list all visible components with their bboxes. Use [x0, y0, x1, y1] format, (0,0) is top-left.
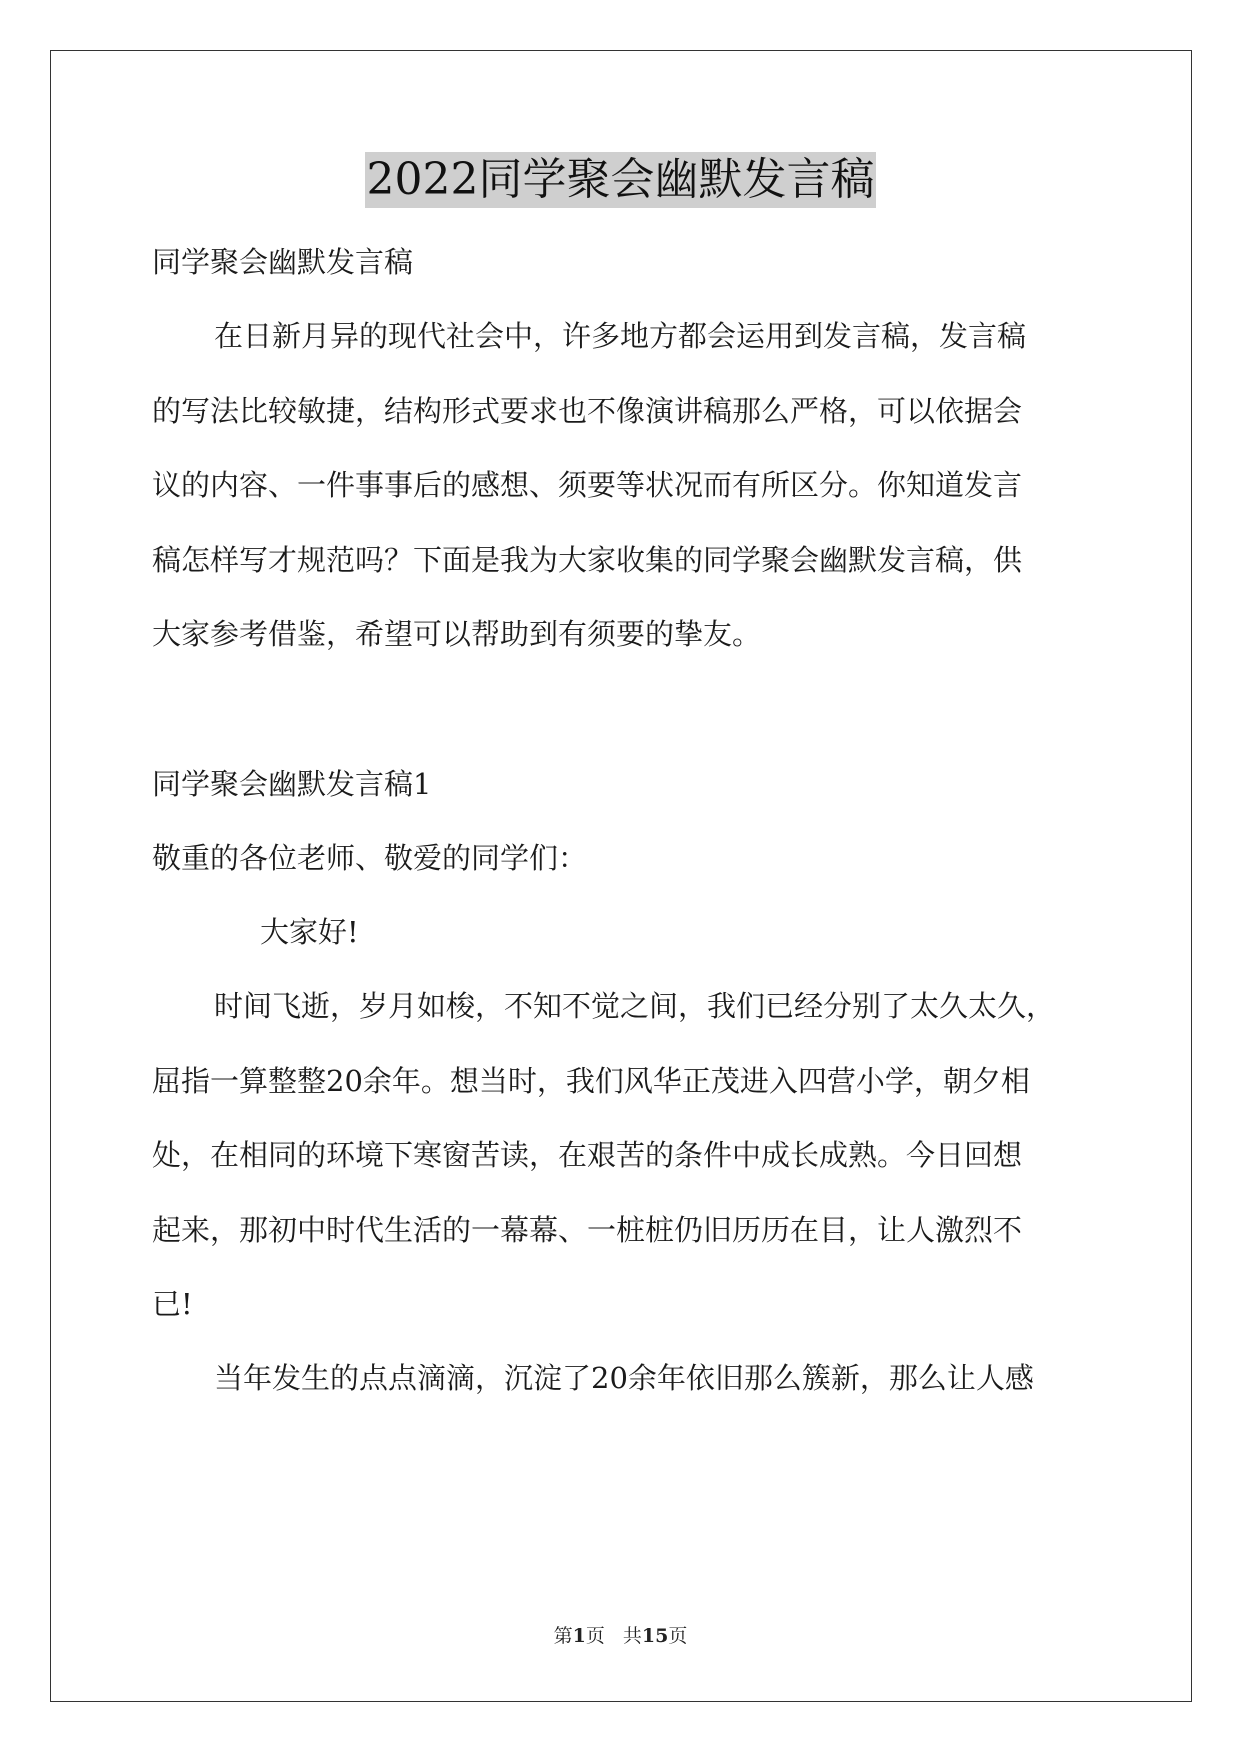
footer-total-prefix: 共: [622, 1625, 642, 1647]
subtitle-line: 同学聚会幽默发言稿: [152, 245, 414, 279]
paragraph-line: 屈指一算整整20余年。想当时，我们风华正茂进入四营小学，朝夕相: [152, 1064, 1030, 1098]
footer-total-suffix: 页: [668, 1625, 688, 1647]
paragraph-line: 的写法比较敏捷，结构形式要求也不像演讲稿那么严格，可以依据会: [152, 394, 1023, 428]
paragraph-line: 已!: [152, 1287, 193, 1321]
page-footer: [0, 1624, 1241, 1648]
paragraph-line: 在日新月异的现代社会中，许多地方都会运用到发言稿，发言稿: [214, 319, 1027, 353]
footer-page-suffix: 页: [585, 1625, 605, 1647]
footer-page-prefix: 第: [553, 1625, 573, 1647]
section-heading: 同学聚会幽默发言稿1: [152, 767, 432, 801]
paragraph-line: 时间飞逝，岁月如梭，不知不觉之间，我们已经分别了太久太久，: [214, 989, 1056, 1023]
paragraph-line: 大家参考借鉴，希望可以帮助到有须要的挚友。: [152, 617, 762, 651]
paragraph-line: 当年发生的点点滴滴，沉淀了20余年依旧那么簇新，那么让人感: [214, 1361, 1034, 1395]
greeting: 大家好!: [260, 915, 359, 949]
paragraph-line: 稿怎样写才规范吗？下面是我为大家收集的同学聚会幽默发言稿，供: [152, 543, 1023, 577]
salutation: 敬重的各位老师、敬爱的同学们：: [152, 841, 588, 875]
paragraph-line: 起来，那初中时代生活的一幕幕、一桩桩仍旧历历在目，让人激烈不: [152, 1213, 1023, 1247]
footer-page-number: 1: [572, 1625, 586, 1647]
footer-total-pages: 15: [641, 1625, 669, 1647]
paragraph-line: 议的内容、一件事事后的感想、须要等状况而有所区分。你知道发言: [152, 468, 1023, 502]
document-title: 2022同学聚会幽默发言稿: [365, 152, 877, 208]
title-container: [0, 152, 1241, 208]
paragraph-line: 处，在相同的环境下寒窗苦读，在艰苦的条件中成长成熟。今日回想: [152, 1138, 1023, 1172]
